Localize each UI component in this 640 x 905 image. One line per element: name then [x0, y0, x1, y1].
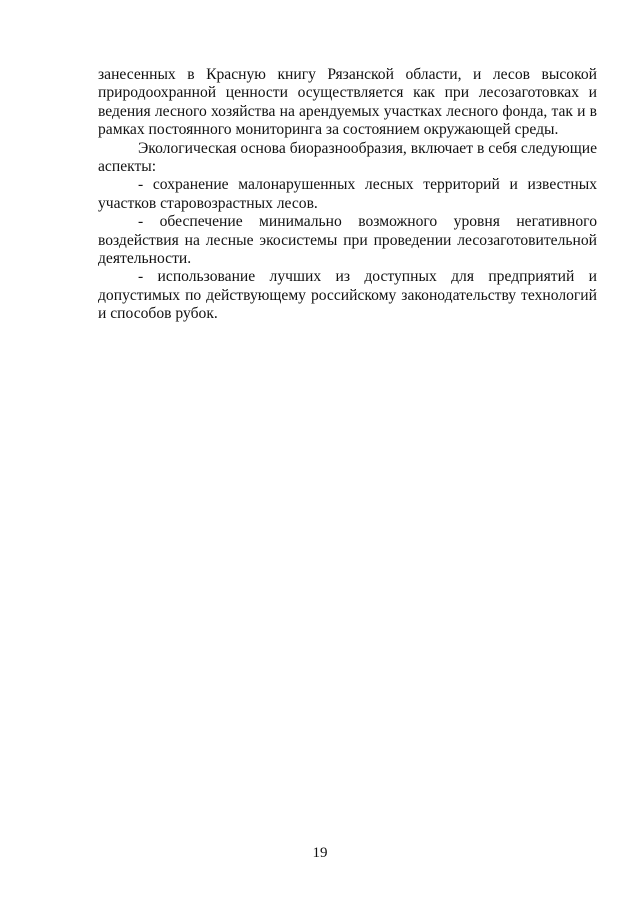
list-item-minimal-impact: - обеспечение минимально возможного уровня негативного воздействия на лесные экосистемы при проведении лесозаготовительной деятельности. — [98, 213, 597, 268]
list-item-best-technologies: - использование лучших из доступных для предприятий и допустимых по действующему российскому законодательству технологий и способов рубок. — [98, 268, 597, 323]
page-number: 19 — [312, 845, 328, 861]
list-item-preservation: - сохранение малонарушенных лесных территорий и известных участков старовозрастных лесов. — [98, 176, 597, 212]
paragraph-continuation: занесенных в Красную книгу Рязанской области, и лесов высокой природоохранной ценности осуществляется как при лесозаготовках и ведения лесного хозяйства на арендуемых участках лесного фонда, так и в рамках постоянного мониторинга за состоянием окружающей среды. — [98, 66, 597, 139]
paragraph-aspects-intro: Экологическая основа биоразнообразия, включает в себя следующие аспекты: — [98, 139, 597, 176]
body-text — [98, 66, 597, 324]
